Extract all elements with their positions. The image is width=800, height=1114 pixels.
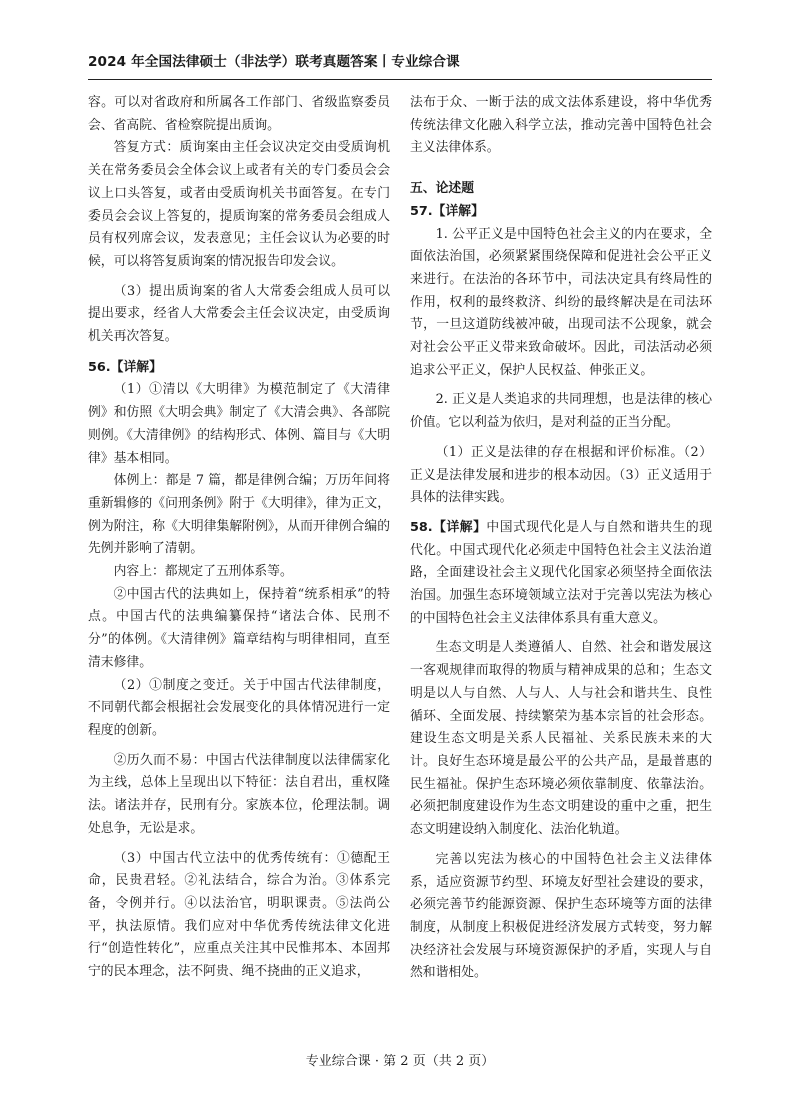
question-56-number: 56. (88, 359, 111, 375)
question-58-paragraph (410, 517, 712, 631)
left-paragraph-continuation: 容。可以对省政府和所属各工作部门、省级监察委员会、省高院、省检察院提出质询。 (88, 95, 390, 133)
section-5-heading: 五、论述题 (410, 181, 474, 197)
q58-paragraph: 生态文明是人类遵循人、自然、社会和谐发展这一客观规律而取得的物质与精神成果的总和；生态文明是以人与自然、人与人、人与社会和谐共生、良性循环、全面发展、持续繁荣为基本宗旨的社会形态。建设生态文明是关系人民福祉、关系民族未来的大计。良好生态环境是最公平的公共产品，是最普惠的民生福祉。保护生态环境必须依靠制度、依靠法治。必须把制度建设作为生态文明建设的重中之重，把生态文明建设纳入制度化、法治化轨道。 (410, 640, 712, 838)
right-paragraph-continuation: 法布于众、一断于法的成文法体系建设，将中华优秀传统法律文化融入科学立法，推动完善中国特色社会主义法律体系。 (410, 95, 712, 156)
q58-intro-text: 中国式现代化是人与自然和谐共生的现代化。中国式现代化必须走中国特色社会主义法治道路，全面建设社会主义现代化国家必须坚持全面依法治国。加强生态环境领域立法对于完善以宪法为核心的中国特色社会主义法律体系具有重大意义。 (410, 519, 713, 626)
question-57-tag: 【详解】 (432, 203, 484, 219)
re-answer-paragraph: （3）提出质询案的省人大常委会组成人员可以提出要求，经省人大常委会主任会议决定，由受质询机关再次答复。 (88, 283, 390, 345)
q56-paragraph: ②中国古代的法典如上，保持着“统系相承”的特点。中国古代的法典编纂保持“诸法合体、民刑不分”的体例。《大清律例》篇章结构与明律相同，直至清末修律。 (88, 586, 390, 670)
q56-paragraph: （2）①制度之变迁。关于中国古代法律制度，不同朝代都会根据社会发展变化的具体情况进行一定程度的创新。 (88, 677, 390, 738)
page-header-title: 2024 年全国法律硕士（非法学）联考真题答案丨专业综合课 (88, 54, 460, 70)
left-column (88, 92, 390, 984)
q57-paragraph: （1）正义是法律的存在根据和评价标准。（2）正义是法律发展和进步的根本动因。（3）正义适用于具体的法律实践。 (410, 444, 712, 506)
question-57-heading (410, 201, 712, 224)
page-footer: 专业综合课 · 第 2 页（共 2 页） (305, 1054, 495, 1069)
q58-paragraph: 完善以宪法为核心的中国特色社会主义法律体系，适应资源节约型、环境友好型社会建设的要求，必须完善节约能源资源、保护生态环境等方面的法律制度，从制度上积极促进经济发展方式转变，努力解决经济社会发展与环境资源保护的矛盾，实现人与自然和谐相处。 (410, 851, 712, 981)
q56-paragraph: （3）中国古代立法中的优秀传统有：①德配王命，民贵君轻。②礼法结合，综合为治。③体系完备，令例并行。④以法治官，明职课责。⑤法尚公平，执法原情。我们应对中华优秀传统法律文化进行“创造性转化”，应重点关注其中民惟邦本、本固邦宁的民本理念，法不阿贵、绳不挠曲的正义追求， (88, 850, 390, 980)
q57-paragraph: 1. 公平正义是中国特色社会主义的内在要求，全面依法治国，必须紧紧围绕保障和促进社会公平正义来进行。在法治的各环节中，司法决定具有终局性的作用，权利的最终救济、纠纷的最终解决是在司法环节，一旦这道防线被冲破，出现司法不公现象，就会对社会公平正义带来致命破坏。因此，司法活动必须追求公平正义，保护人民权益、伸张正义。 (410, 226, 712, 378)
question-56-tag: 【详解】 (110, 359, 162, 375)
question-56-heading (88, 357, 390, 380)
right-column (410, 92, 712, 985)
q57-paragraph: 2. 正义是人类追求的共同理想，也是法律的核心价值。它以利益为依归，是对利益的正当分配。 (410, 392, 712, 431)
question-58-number: 58. (410, 519, 433, 535)
question-57-number: 57. (410, 203, 433, 219)
q56-paragraph: （1）①清以《大明律》为模范制定了《大清律例》和仿照《大明会典》制定了《大清会典》、各部院则例。《大清律例》的结构形式、体例、篇目与《大明律》基本相同。 (88, 382, 390, 466)
question-58-tag: 【详解】 (432, 519, 487, 535)
answer-method-paragraph: 答复方式：质询案由主任会议决定交由受质询机关在常务委员会全体会议上或者有关的专门委员会会议上口头答复，或者由受质询机关书面答复。在专门委员会会议上答复的，提质询案的常务委员会组成人员有权列席会议，发表意见；主任会议认为必要的时候，可以将答复质询案的情况报告印发会议。 (88, 140, 390, 269)
q56-paragraph: 内容上：都规定了五刑体系等。 (113, 564, 293, 580)
header-divider (88, 79, 712, 80)
q56-paragraph: ②历久而不易：中国古代法律制度以法律儒家化为主线，总体上呈现出以下特征：法自君出，重权隆法。诸法并存，民刑有分。家族本位，伦理法制。调处息争，无讼是求。 (88, 752, 390, 836)
q56-paragraph: 体例上：都是 7 篇，都是律例合编；万历年间将重新辑修的《问刑条例》附于《大明律》，律为正文，例为附注，称《大明律集解附例》，从而开律例合编的先例并影响了清朝。 (88, 473, 390, 557)
